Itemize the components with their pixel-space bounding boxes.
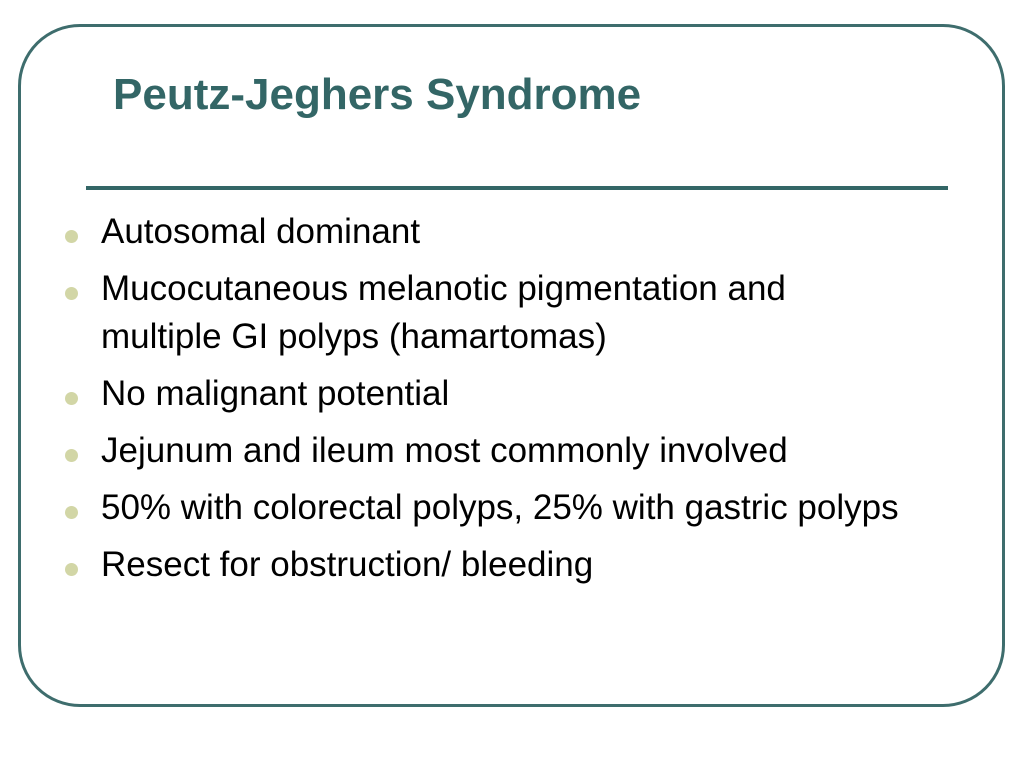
- bullet-dot-icon: [65, 392, 78, 405]
- bullet-text: No malignant potential: [101, 374, 450, 413]
- bullet-text: Jejunum and ileum most commonly involved: [101, 431, 788, 470]
- bullet-text: Resect for obstruction/ bleeding: [101, 545, 594, 584]
- bullet-list: [56, 208, 916, 598]
- slide-title: Peutz-Jeghers Syndrome: [113, 70, 642, 119]
- bullet-dot-icon: [65, 563, 78, 576]
- bullet-item: [56, 265, 916, 361]
- bullet-text: 50% with colorectal polyps, 25% with gastric polyps: [101, 488, 899, 527]
- bullet-text: Autosomal dominant: [101, 212, 421, 251]
- title-divider: [86, 186, 948, 190]
- bullet-text: Mucocutaneous melanotic pigmentation and multiple GI polyps (hamartomas): [101, 269, 786, 356]
- bullet-dot-icon: [65, 506, 78, 519]
- bullet-item: [56, 370, 916, 418]
- bullet-item: [56, 427, 916, 475]
- bullet-dot-icon: [65, 230, 78, 243]
- bullet-dot-icon: [65, 287, 78, 300]
- bullet-item: [56, 208, 916, 256]
- bullet-item: [56, 484, 916, 532]
- bullet-item: [56, 541, 916, 589]
- bullet-dot-icon: [65, 449, 78, 462]
